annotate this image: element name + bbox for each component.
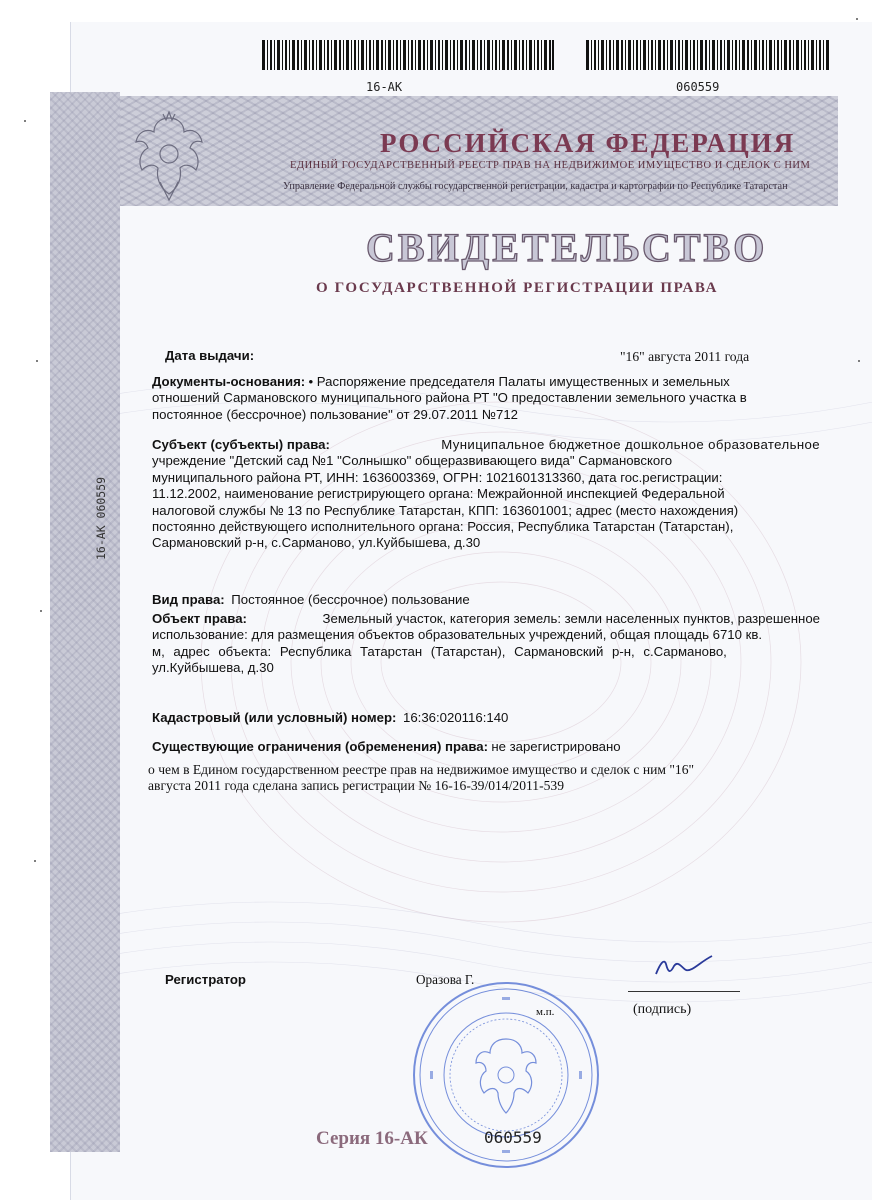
barcode-right	[586, 40, 830, 70]
left-ornamental-band	[50, 92, 120, 1152]
barcode-number: 060559	[676, 80, 720, 94]
scan-speck	[24, 120, 26, 122]
issue-date-label: Дата выдачи:	[165, 348, 255, 363]
country-title: РОССИЙСКАЯ ФЕДЕРАЦИЯ	[380, 128, 796, 158]
issue-date-value: "16" августа 2011 года	[620, 349, 750, 364]
certificate-title: СВИДЕТЕЛЬСТВО	[366, 225, 768, 270]
scan-speck	[34, 860, 36, 862]
subject-line-4: 11.12.2002, наименование регистрирующего органа: Межрайонной инспекцией Федеральной	[152, 486, 725, 502]
record-line-2: августа 2011 года сделана запись регистрации № 16-16-39/014/2011-539	[148, 778, 565, 794]
restrictions-row	[152, 739, 621, 755]
object-label: Объект права:	[152, 611, 247, 626]
record-line-1: о чем в Едином государственном реестре прав на недвижимое имущество и сделок с ним "16"	[148, 762, 695, 777]
barcode-left	[262, 40, 554, 70]
subject-line-5: налоговой службы № 13 по Республике Татарстан, КПП: 163601001; адрес (место нахождения)	[152, 502, 739, 518]
side-serial-number: 16-AK 060559	[94, 476, 108, 560]
object-block	[152, 611, 820, 677]
record-block	[148, 762, 824, 795]
right-type-row	[152, 592, 470, 608]
documents-block	[152, 374, 802, 423]
subject-line-1: Муниципальное бюджетное дошкольное образовательное	[441, 437, 820, 452]
subject-line-6: постоянно действующего исполнительного органа: Россия, Республика Татарстан (Татарстан),	[152, 519, 734, 535]
subject-label: Субъект (субъекты) права:	[152, 437, 330, 452]
registry-title: ЕДИНЫЙ ГОСУДАРСТВЕННЫЙ РЕЕСТР ПРАВ НА НЕДВИЖИМОЕ ИМУЩЕСТВО И СДЕЛОК С НИМ	[290, 160, 811, 171]
object-line-4: ул.Куйбышева, д.30	[152, 660, 274, 676]
subject-line-7: Сармановский р-н, с.Сарманово, ул.Куйбышева, д.30	[152, 535, 481, 551]
subject-line-2: учреждение "Детский сад №1 "Солнышко" общеразвивающего вида" Сармановского	[152, 453, 673, 469]
subject-block	[152, 437, 820, 552]
documents-line-2: отношений Сармановского муниципального района РТ "О предоставлении земельного участка в	[152, 390, 747, 406]
scan-speck	[856, 18, 858, 20]
documents-line-1: • Распоряжение председателя Палаты имущественных и земельных	[308, 374, 730, 389]
scan-speck	[858, 360, 860, 362]
restrictions-label: Существующие ограничения (обременения) права:	[152, 739, 489, 754]
object-line-2: использование: для размещения объектов образовательных учреждений, общая площадь 6710 кв.	[152, 627, 763, 643]
registrar-label: Регистратор	[165, 972, 246, 987]
right-type-value: Постоянное (бессрочное) пользование	[231, 592, 470, 607]
right-type-label: Вид права:	[152, 592, 225, 607]
barcode-series: 16-AK	[366, 80, 403, 94]
authority-title: Управление Федеральной службы государственной регистрации, кадастра и картографии по Республике Татарстан	[283, 181, 788, 192]
cadastral-row	[152, 710, 508, 726]
signature-caption: (подпись)	[633, 1002, 692, 1017]
restrictions-value: не зарегистрировано	[491, 739, 621, 754]
signature-line	[628, 991, 740, 992]
registrar-name: Оразова Г.	[416, 972, 475, 987]
documents-line-3: постоянное (бессрочное) пользование" от 29.07.2011 №712	[152, 406, 518, 422]
series-number: 060559	[484, 1128, 542, 1147]
object-line-3: м, адрес объекта: Республика Татарстан (Татарстан), Сармановский р-н, с.Сарманово,	[152, 643, 727, 659]
object-line-1: Земельный участок, категория земель: земли населенных пунктов, разрешенное	[322, 611, 820, 626]
double-headed-eagle-icon	[130, 108, 208, 204]
cadastral-value: 16:36:020116:140	[403, 710, 509, 725]
scan-speck	[36, 360, 38, 362]
series-label: Серия 16-АК	[316, 1128, 428, 1149]
cadastral-label: Кадастровый (или условный) номер:	[152, 710, 397, 725]
certificate-subtitle: О ГОСУДАРСТВЕННОЙ РЕГИСТРАЦИИ ПРАВА	[316, 280, 719, 296]
subject-line-3: муниципального района РТ, ИНН: 1636003369, ОГРН: 1021601313360, дата гос.регистрации:	[152, 469, 723, 485]
documents-label: Документы-основания:	[152, 374, 306, 389]
signature-mark	[652, 950, 716, 980]
scan-speck	[40, 610, 42, 612]
stamp-place-label: м.п.	[536, 1006, 555, 1018]
